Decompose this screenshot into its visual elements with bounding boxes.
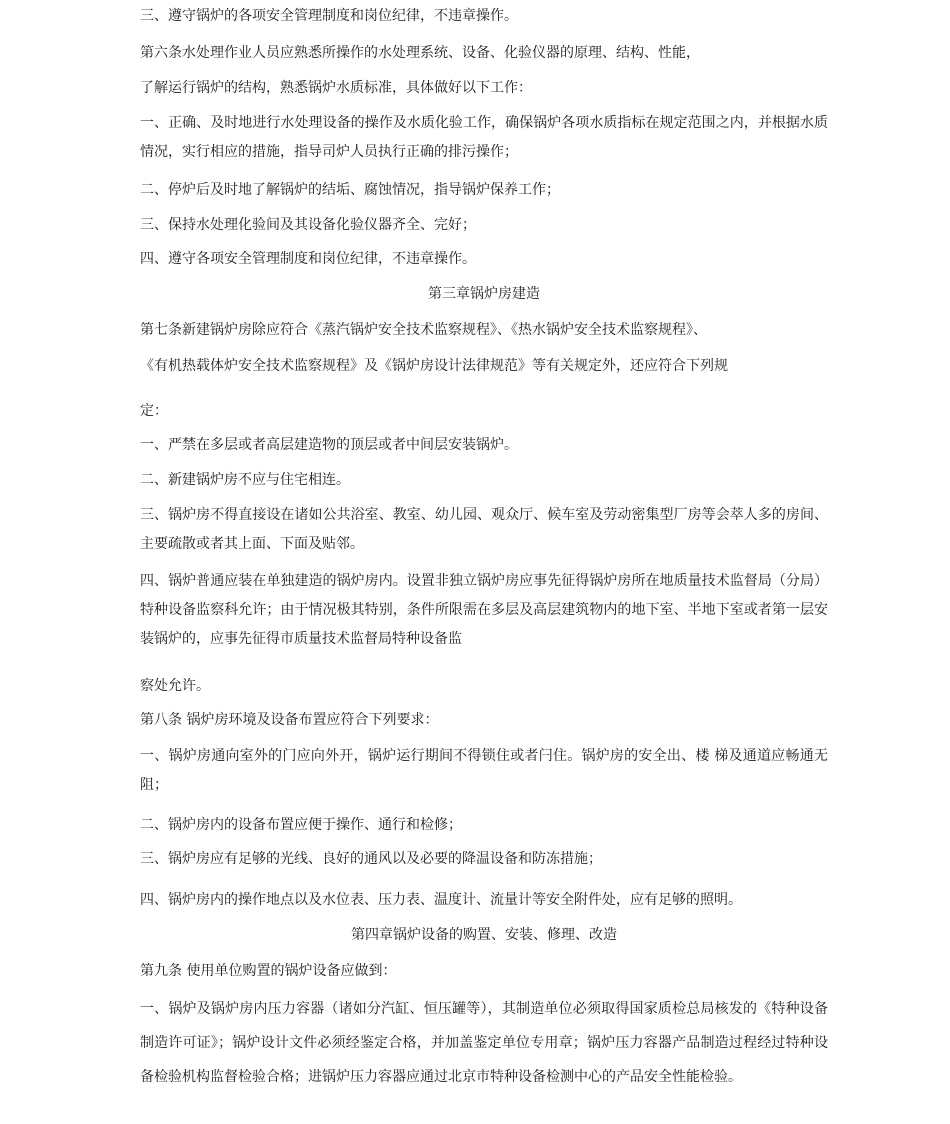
- article-8-intro: 第八条 锅炉房环境及设备布置应符合下列要求：: [140, 712, 439, 728]
- article-9-item-1: 一、锅炉及锅炉房内压力容器（诸如分汽缸、恒压罐等），其制造单位必须取得国家质检总局核发的《特种设备制造许可证》；锅炉设计文件必须经鉴定合格，并加盖鉴定单位专用章；锅炉压力容器产品制造过程经过特种设备检验机构监督检验合格；进锅炉压力容器应通过北京市特种设备检测中心的产品安全性能检验。: [140, 1001, 828, 1085]
- article-6-item-2: 二、停炉后及时地了解锅炉的结垢、腐蚀情况，指导锅炉保养工作；: [140, 182, 560, 198]
- article-7-item-4-end: 察处允许。: [140, 678, 210, 694]
- article-8-item-1: 一、锅炉房通向室外的门应向外开，锅炉运行期间不得锁住或者闩住。锅炉房的安全出、楼 梯及通道应畅通无阻；: [140, 748, 828, 793]
- article-7-continued: 《有机热载体炉安全技术监察规程》及《锅炉房设计法律规范》等有关规定外，还应符合下列规: [140, 358, 728, 374]
- article-7-item-2: 二、新建锅炉房不应与住宅相连。: [140, 472, 350, 488]
- article-7-end: 定：: [140, 403, 168, 419]
- article-8-item-3: 三、锅炉房应有足够的光线、良好的通风以及必要的降温设备和防冻措施；: [140, 851, 602, 867]
- paragraph-boiler-discipline: 三、遵守锅炉的各项安全管理制度和岗位纪律，不违章操作。: [140, 8, 518, 24]
- chapter-3-heading: 第三章锅炉房建造: [428, 286, 540, 302]
- chapter-4-heading: 第四章锅炉设备的购置、安装、修理、改造: [351, 927, 617, 943]
- article-7-item-3: 三、锅炉房不得直接设在诸如公共浴室、教室、幼儿园、观众厅、候车室及劳动密集型厂房等会萃人多的房间、主要疏散或者其上面、下面及贴邻。: [140, 507, 828, 552]
- article-6-item-4: 四、遵守各项安全管理制度和岗位纪律，不违章操作。: [140, 251, 476, 267]
- article-6-item-3: 三、保持水处理化验间及其设备化验仪器齐全、完好；: [140, 217, 476, 233]
- article-8-item-2: 二、锅炉房内的设备布置应便于操作、通行和检修；: [140, 817, 462, 833]
- article-7-item-1: 一、严禁在多层或者高层建造物的顶层或者中间层安装锅炉。: [140, 437, 518, 453]
- article-6-continued: 了解运行锅炉的结构，熟悉锅炉水质标准，具体做好以下工作：: [140, 80, 532, 96]
- article-7-item-4: 四、锅炉普通应装在单独建造的锅炉房内。设置非独立锅炉房应事先征得锅炉房所在地质量技术监督局（分局）特种设备监察科允许；由于情况极其特别，条件所限需在多层及高层建筑物内的地下室、半地下室或者第一层安装锅炉的，应事先征得市质量技术监督局特种设备监: [140, 573, 828, 647]
- article-6-item-1: 一、正确、及时地进行水处理设备的操作及水质化验工作，确保锅炉各项水质指标在规定范围之内，并根据水质情况，实行相应的措施，指导司炉人员执行正确的排污操作；: [140, 115, 828, 160]
- article-6-intro: 第六条水处理作业人员应熟悉所操作的水处理系统、设备、化验仪器的原理、结构、性能，: [140, 45, 700, 61]
- article-8-item-4: 四、锅炉房内的操作地点以及水位表、压力表、温度计、流量计等安全附件处，应有足够的照明。: [140, 892, 742, 908]
- article-9-intro: 第九条 使用单位购置的锅炉设备应做到：: [140, 963, 397, 979]
- article-7-intro: 第七条新建锅炉房除应符合《蒸汽锅炉安全技术监察规程》、《热水锅炉安全技术监察规程》、: [140, 322, 707, 338]
